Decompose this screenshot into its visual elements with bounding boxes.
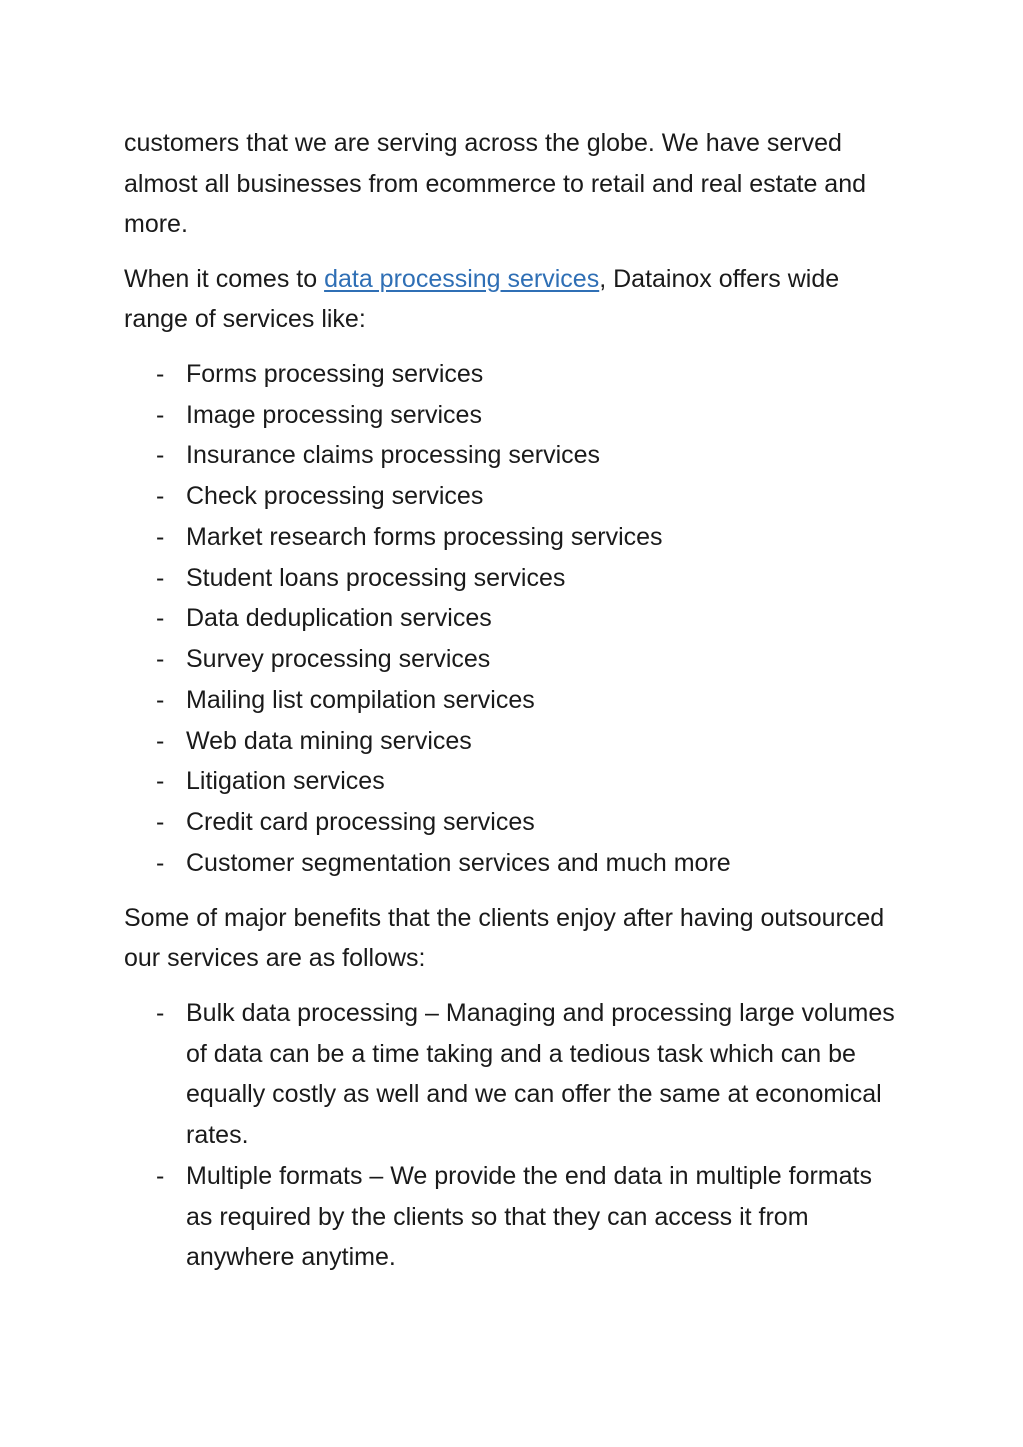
dash-marker: - bbox=[156, 726, 165, 755]
list-item bbox=[124, 761, 904, 802]
dash-marker: - bbox=[156, 848, 165, 877]
services-intro-after-link: , Datainox offers wide range of services like: bbox=[124, 264, 840, 334]
list-item-text: Data deduplication services bbox=[186, 604, 492, 633]
list-item bbox=[124, 517, 904, 558]
list-item bbox=[124, 802, 904, 843]
list-item-text: Litigation services bbox=[186, 767, 385, 796]
document-page bbox=[124, 123, 904, 1292]
list-item bbox=[124, 843, 904, 884]
list-item-text: Forms processing services bbox=[186, 359, 484, 388]
dash-marker: - bbox=[156, 1161, 165, 1190]
list-item bbox=[124, 639, 904, 680]
dash-marker: - bbox=[156, 359, 165, 388]
list-item bbox=[124, 680, 904, 721]
dash-marker: - bbox=[156, 441, 165, 470]
dash-marker: - bbox=[156, 400, 165, 429]
list-item-text: Customer segmentation services and much more bbox=[186, 848, 731, 877]
list-item-text: Image processing services bbox=[186, 400, 482, 429]
list-item bbox=[124, 721, 904, 762]
list-item-text: Multiple formats – We provide the end data in multiple formats as required by the clients so that they can access it from anywhere anytime. bbox=[186, 1161, 872, 1272]
list-item bbox=[124, 395, 904, 436]
list-item-text: Mailing list compilation services bbox=[186, 685, 535, 714]
dash-marker: - bbox=[156, 604, 165, 633]
services-list bbox=[124, 354, 904, 884]
list-item bbox=[124, 476, 904, 517]
data-processing-services-link[interactable]: data processing services bbox=[324, 264, 600, 293]
dash-marker: - bbox=[156, 767, 165, 796]
dash-marker: - bbox=[156, 645, 165, 674]
list-item bbox=[124, 558, 904, 599]
dash-marker: - bbox=[156, 563, 165, 592]
list-item-text: Student loans processing services bbox=[186, 563, 566, 592]
benefits-list bbox=[124, 993, 904, 1278]
list-item-text: Credit card processing services bbox=[186, 808, 535, 837]
dash-marker: - bbox=[156, 685, 165, 714]
intro-paragraph: customers that we are serving across the globe. We have served almost all businesses from ecommerce to retail and real estate and more. bbox=[124, 129, 867, 239]
services-intro-before-link: When it comes to bbox=[124, 264, 325, 293]
dash-marker: - bbox=[156, 998, 165, 1027]
list-item bbox=[124, 993, 904, 1156]
list-item-text: Bulk data processing – Managing and processing large volumes of data can be a time taking and a tedious task which can be equally costly as well and we can offer the same at economical rates. bbox=[186, 998, 895, 1150]
services-intro-paragraph bbox=[124, 259, 904, 340]
list-item bbox=[124, 598, 904, 639]
list-item bbox=[124, 435, 904, 476]
list-item bbox=[124, 354, 904, 395]
list-item-text: Market research forms processing services bbox=[186, 522, 663, 551]
list-item-text: Check processing services bbox=[186, 482, 484, 511]
dash-marker: - bbox=[156, 482, 165, 511]
benefits-intro-paragraph: Some of major benefits that the clients enjoy after having outsourced our services are as follows: bbox=[124, 903, 885, 973]
list-item-text: Web data mining services bbox=[186, 726, 472, 755]
list-item-text: Survey processing services bbox=[186, 645, 491, 674]
dash-marker: - bbox=[156, 808, 165, 837]
list-item bbox=[124, 1156, 904, 1278]
list-item-text: Insurance claims processing services bbox=[186, 441, 601, 470]
dash-marker: - bbox=[156, 522, 165, 551]
